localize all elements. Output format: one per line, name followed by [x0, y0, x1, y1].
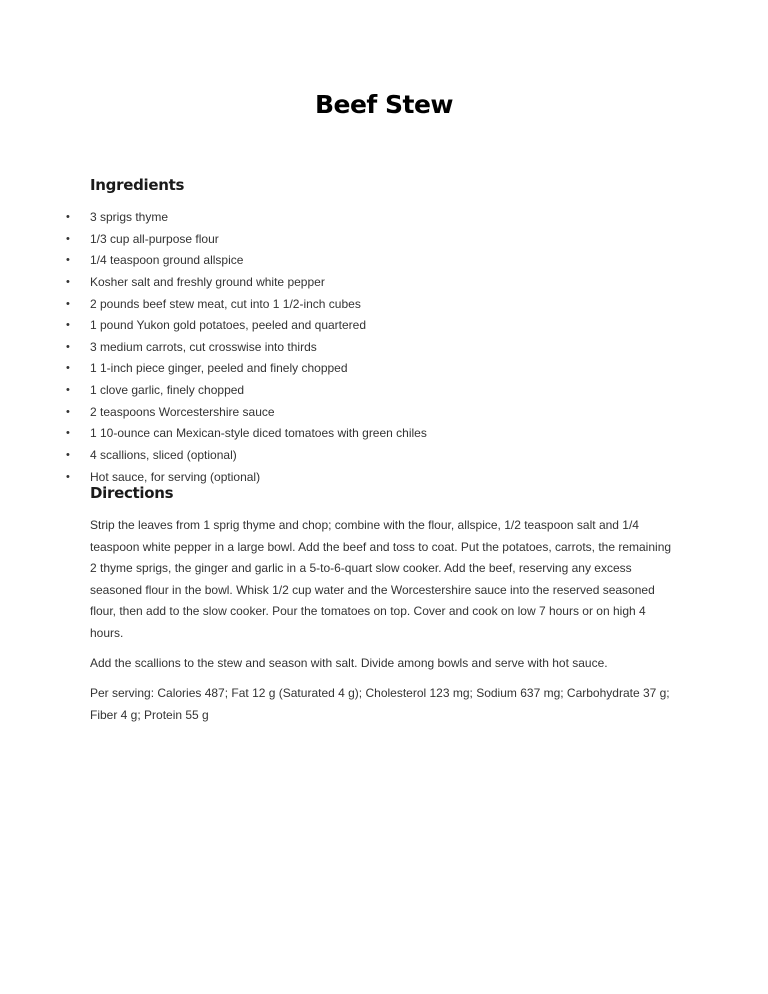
- directions-paragraph: Add the scallions to the stew and season with salt. Divide among bowls and serve with hot sauce.: [90, 656, 608, 670]
- bullet-icon: •: [66, 449, 70, 462]
- bullet-icon: •: [66, 211, 70, 223]
- directions-paragraph: Strip the leaves from 1 sprig thyme and chop; combine with the flour, allspice, 1/2 teaspoon salt and 1/4 teaspoon white pepper in a large bowl. Add the beef and toss to coat. Put the potatoes, carrots, the remaining 2 thyme sprigs, the ginger and garlic in a 5-to-6-quart slow cooker. Add the beef, reserving any excess seasoned flour in the bowl. Whisk 1/2 cup water and the Worcestershire sauce into the reserved seasoned flour, then add to the slow cooker. Pour the tomatoes on top. Cover and cook on low 7 hours or on high 4 hours.: [90, 518, 672, 640]
- list-item: [0, 315, 427, 337]
- ingredients-list: [0, 207, 427, 488]
- nutrition-paragraph: Per serving: Calories 487; Fat 12 g (Saturated 4 g); Cholesterol 123 mg; Sodium 637 mg; Carbohydrate 37 g; Fiber 4 g; Protein 55 g: [90, 686, 670, 722]
- list-item: [0, 250, 427, 272]
- bullet-icon: •: [66, 470, 70, 483]
- bullet-icon: •: [66, 275, 70, 288]
- ingredient-text: 1 1-inch piece ginger, peeled and finely chopped: [90, 361, 348, 376]
- ingredient-text: 1 clove garlic, finely chopped: [90, 383, 245, 398]
- bullet-icon: •: [66, 297, 70, 310]
- list-item: [0, 207, 427, 229]
- ingredient-text: Hot sauce, for serving (optional): [90, 469, 261, 484]
- list-item: [0, 380, 427, 402]
- list-item: [0, 272, 427, 294]
- ingredient-text: 2 pounds beef stew meat, cut into 1 1/2-inch cubes: [90, 296, 361, 311]
- ingredient-text: 1 10-ounce can Mexican-style diced tomatoes with green chiles: [90, 426, 427, 441]
- ingredient-text: Kosher salt and freshly ground white pepper: [90, 274, 325, 289]
- list-item: [0, 337, 427, 359]
- bullet-icon: •: [66, 319, 70, 332]
- ingredient-text: 3 sprigs thyme: [90, 210, 169, 224]
- list-item: [0, 294, 427, 316]
- bullet-icon: •: [66, 405, 70, 418]
- bullet-icon: •: [66, 232, 70, 245]
- bullet-icon: •: [66, 254, 70, 267]
- list-item: [0, 358, 427, 380]
- ingredient-text: 1 pound Yukon gold potatoes, peeled and quartered: [90, 318, 367, 333]
- page-title: Beef Stew: [314, 90, 454, 119]
- bullet-icon: •: [66, 427, 70, 440]
- ingredient-text: 3 medium carrots, cut crosswise into thirds: [90, 339, 317, 354]
- bullet-icon: •: [66, 340, 70, 353]
- ingredient-text: 1/3 cup all-purpose flour: [90, 231, 219, 246]
- directions-heading: Directions: [90, 484, 174, 502]
- ingredient-text: 4 scallions, sliced (optional): [90, 448, 237, 463]
- ingredient-text: 2 teaspoons Worcestershire sauce: [90, 404, 275, 419]
- bullet-icon: •: [66, 384, 70, 397]
- bullet-icon: •: [66, 362, 70, 375]
- ingredient-text: 1/4 teaspoon ground allspice: [90, 253, 244, 268]
- list-item: [0, 467, 427, 489]
- list-item: [0, 445, 427, 467]
- list-item: [0, 402, 427, 424]
- list-item: [0, 229, 427, 251]
- ingredients-heading: Ingredients: [90, 176, 185, 194]
- list-item: [0, 423, 427, 445]
